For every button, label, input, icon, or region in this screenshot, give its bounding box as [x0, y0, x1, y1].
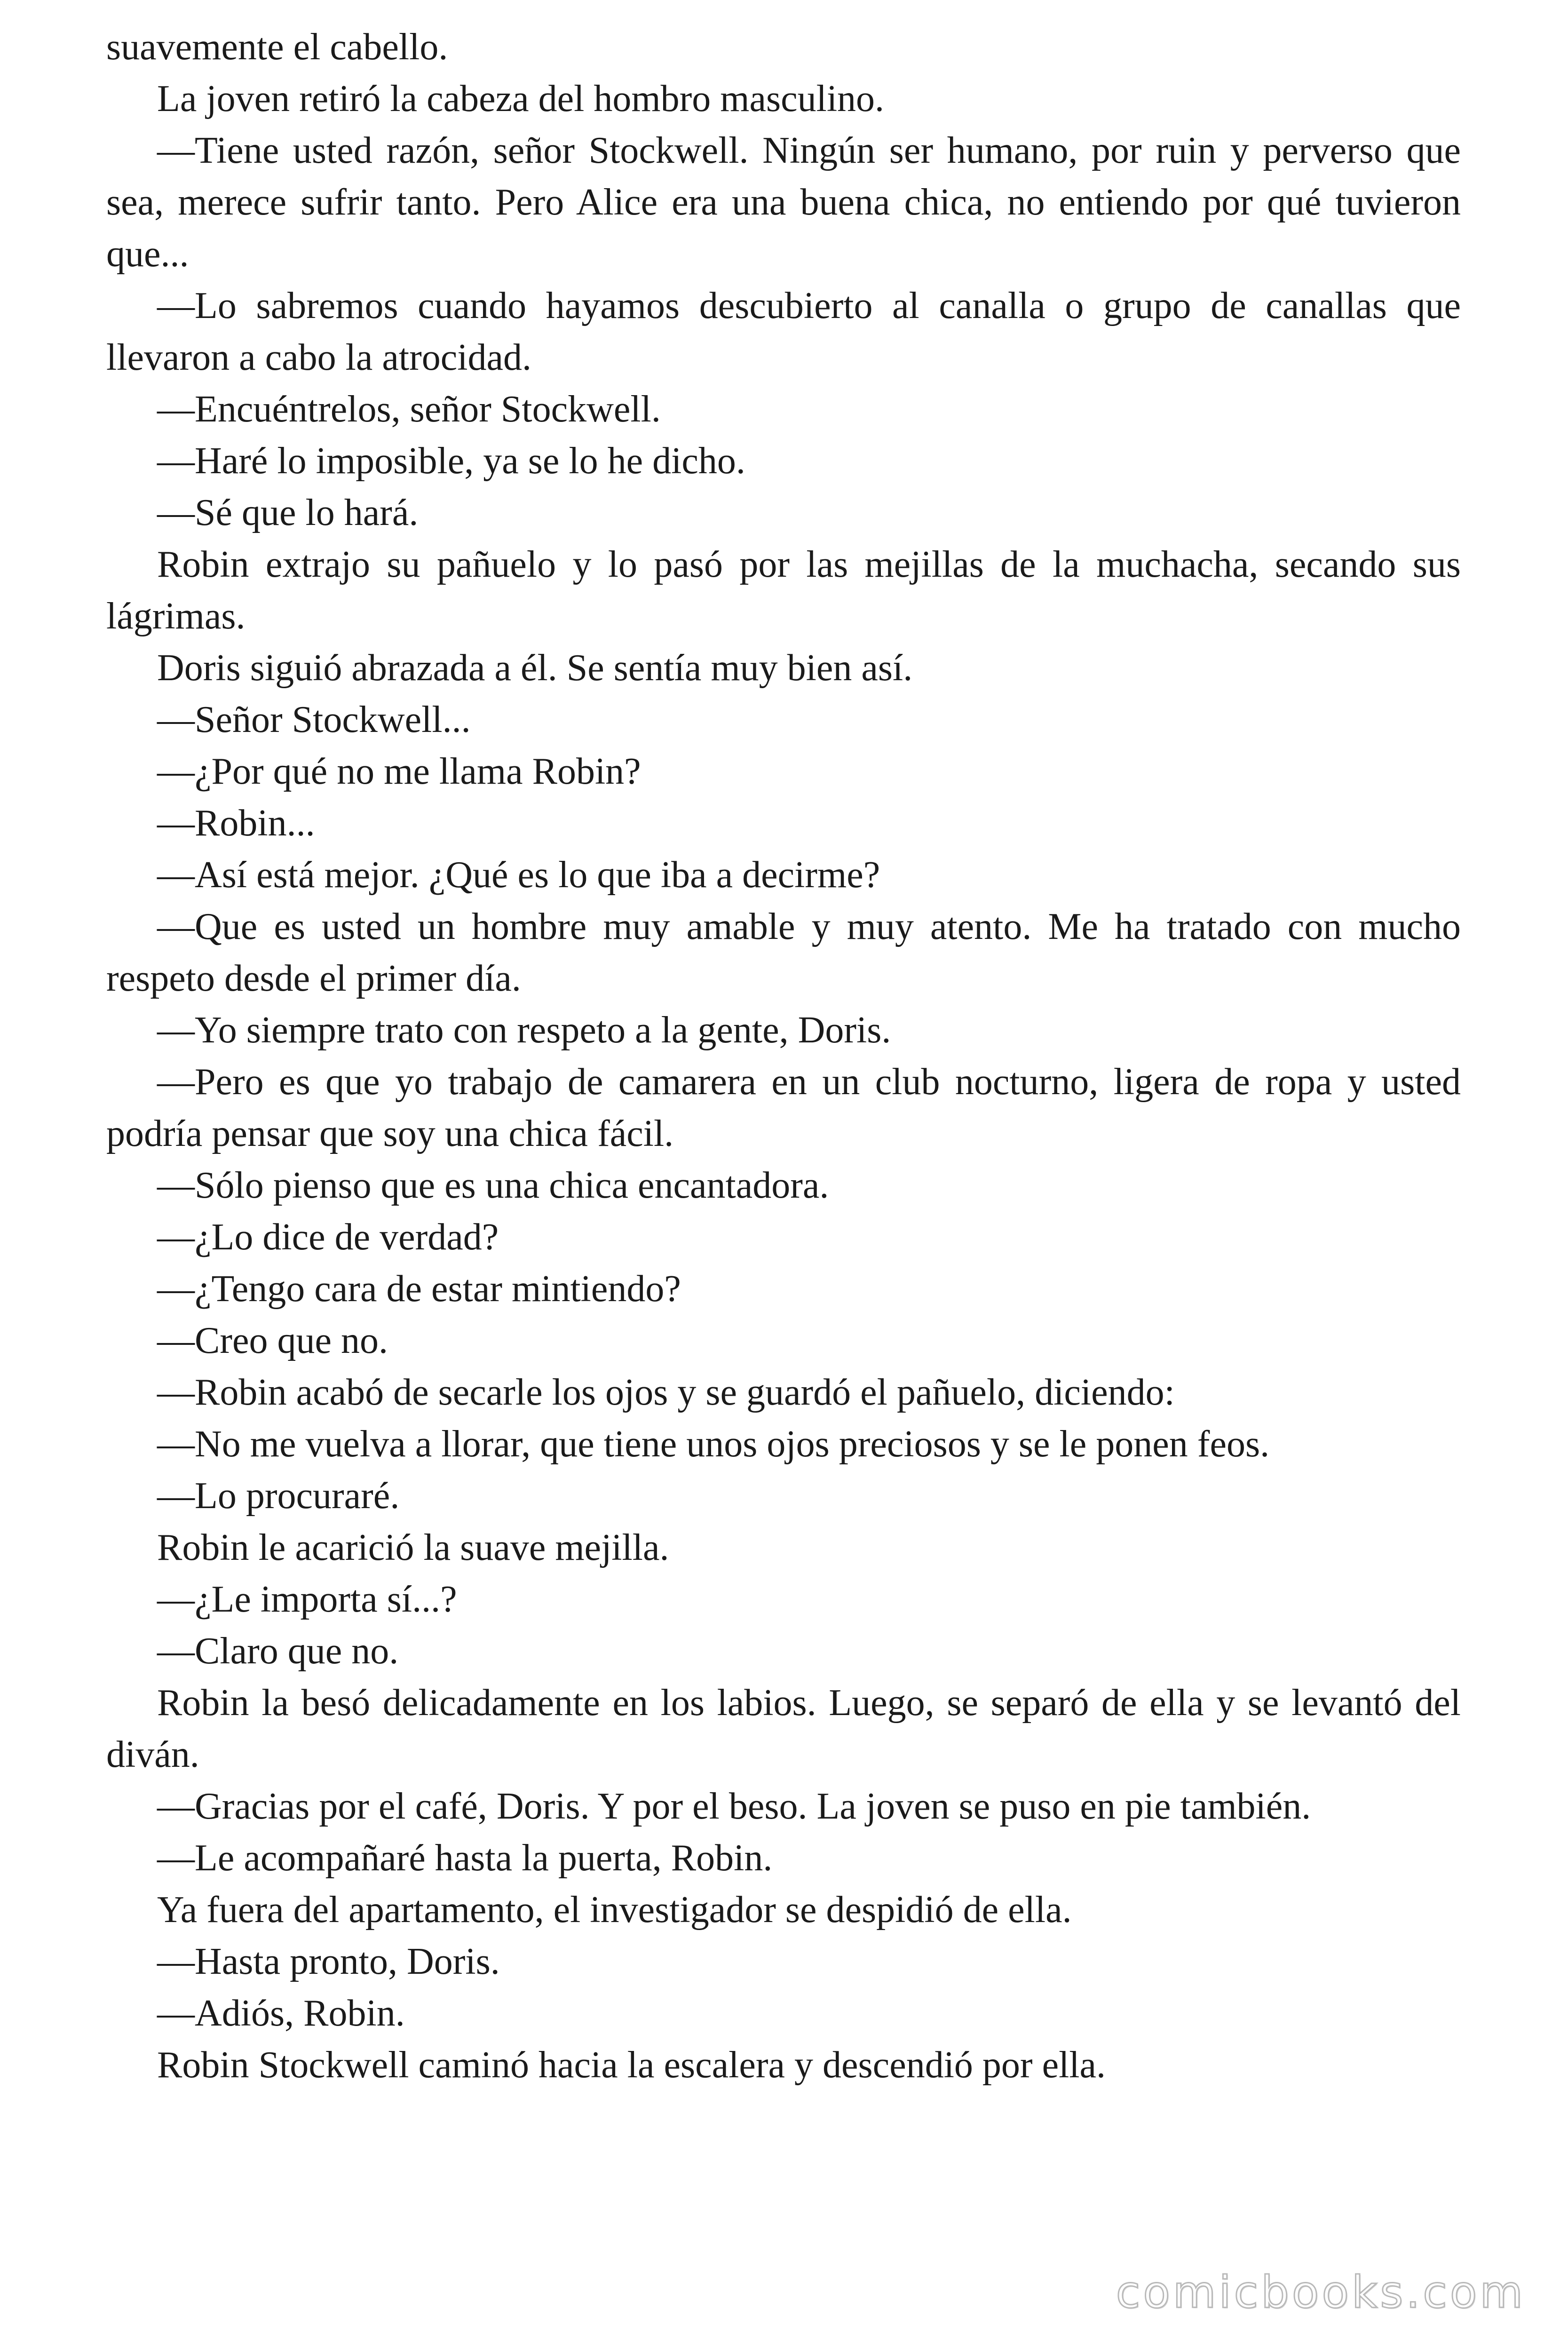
paragraph: La joven retiró la cabeza del hombro masculino. [157, 78, 885, 119]
paragraph: —Creo que no. [157, 1320, 388, 1361]
paragraph: —Tiene usted razón, señor Stockwell. Ningún ser humano, por ruin y perverso que sea, merece sufrir tanto. Pero Alice era una buena chica, no entiendo por qué tuvieron que... [106, 130, 1461, 275]
paragraph: —Hasta pronto, Doris. [157, 1941, 500, 1982]
paragraph: —Gracias por el café, Doris. Y por el beso. La joven se puso en pie también. [157, 1786, 1311, 1827]
paragraph: —Sé que lo hará. [157, 492, 419, 533]
paragraph: —Encuéntrelos, señor Stockwell. [157, 389, 661, 430]
paragraph: —Robin... [157, 803, 315, 844]
paragraph: —¿Tengo cara de estar mintiendo? [157, 1268, 681, 1310]
paragraph: —Le acompañaré hasta la puerta, Robin. [157, 1837, 773, 1879]
paragraph: Robin la besó delicadamente en los labios. Luego, se separó de ella y se levantó del diván. [106, 1682, 1461, 1775]
paragraph: suavemente el cabello. [106, 26, 448, 68]
paragraph: —Sólo pienso que es una chica encantadora. [157, 1165, 829, 1206]
paragraph: —¿Lo dice de verdad? [157, 1216, 499, 1258]
paragraph: —Robin acabó de secarle los ojos y se guardó el pañuelo, diciendo: [157, 1372, 1175, 1413]
paragraph: —Así está mejor. ¿Qué es lo que iba a decirme? [157, 854, 880, 896]
paragraph: —Claro que no. [157, 1630, 399, 1672]
page-body [106, 21, 1461, 2091]
paragraph: —Que es usted un hombre muy amable y muy atento. Me ha tratado con mucho respeto desde el primer día. [106, 906, 1461, 999]
paragraph: —Lo sabremos cuando hayamos descubierto al canalla o grupo de canallas que llevaron a cabo la atrocidad. [106, 285, 1461, 378]
paragraph: —Pero es que yo trabajo de camarera en un club nocturno, ligera de ropa y usted podría pensar que soy una chica fácil. [106, 1061, 1461, 1154]
paragraph: —Lo procuraré. [157, 1475, 400, 1517]
paragraph: Robin le acarició la suave mejilla. [157, 1527, 669, 1568]
paragraph: —No me vuelva a llorar, que tiene unos ojos preciosos y se le ponen feos. [157, 1423, 1270, 1465]
paragraph: —Yo siempre trato con respeto a la gente, Doris. [157, 1009, 891, 1051]
paragraph: Robin Stockwell caminó hacia la escalera y descendió por ella. [157, 2044, 1106, 2086]
paragraph: Robin extrajo su pañuelo y lo pasó por las mejillas de la muchacha, secando sus lágrimas. [106, 544, 1461, 637]
paragraph: —Haré lo imposible, ya se lo he dicho. [157, 440, 745, 482]
paragraph: —¿Por qué no me llama Robin? [157, 751, 641, 792]
paragraph: Ya fuera del apartamento, el investigador se despidió de ella. [157, 1889, 1072, 1931]
paragraph: —Señor Stockwell... [157, 699, 471, 740]
watermark: comicbooks.com [1116, 2267, 1526, 2318]
paragraph: —Adiós, Robin. [157, 1993, 405, 2034]
paragraph: —¿Le importa sí...? [157, 1579, 457, 1620]
paragraph: Doris siguió abrazada a él. Se sentía muy bien así. [157, 647, 913, 689]
